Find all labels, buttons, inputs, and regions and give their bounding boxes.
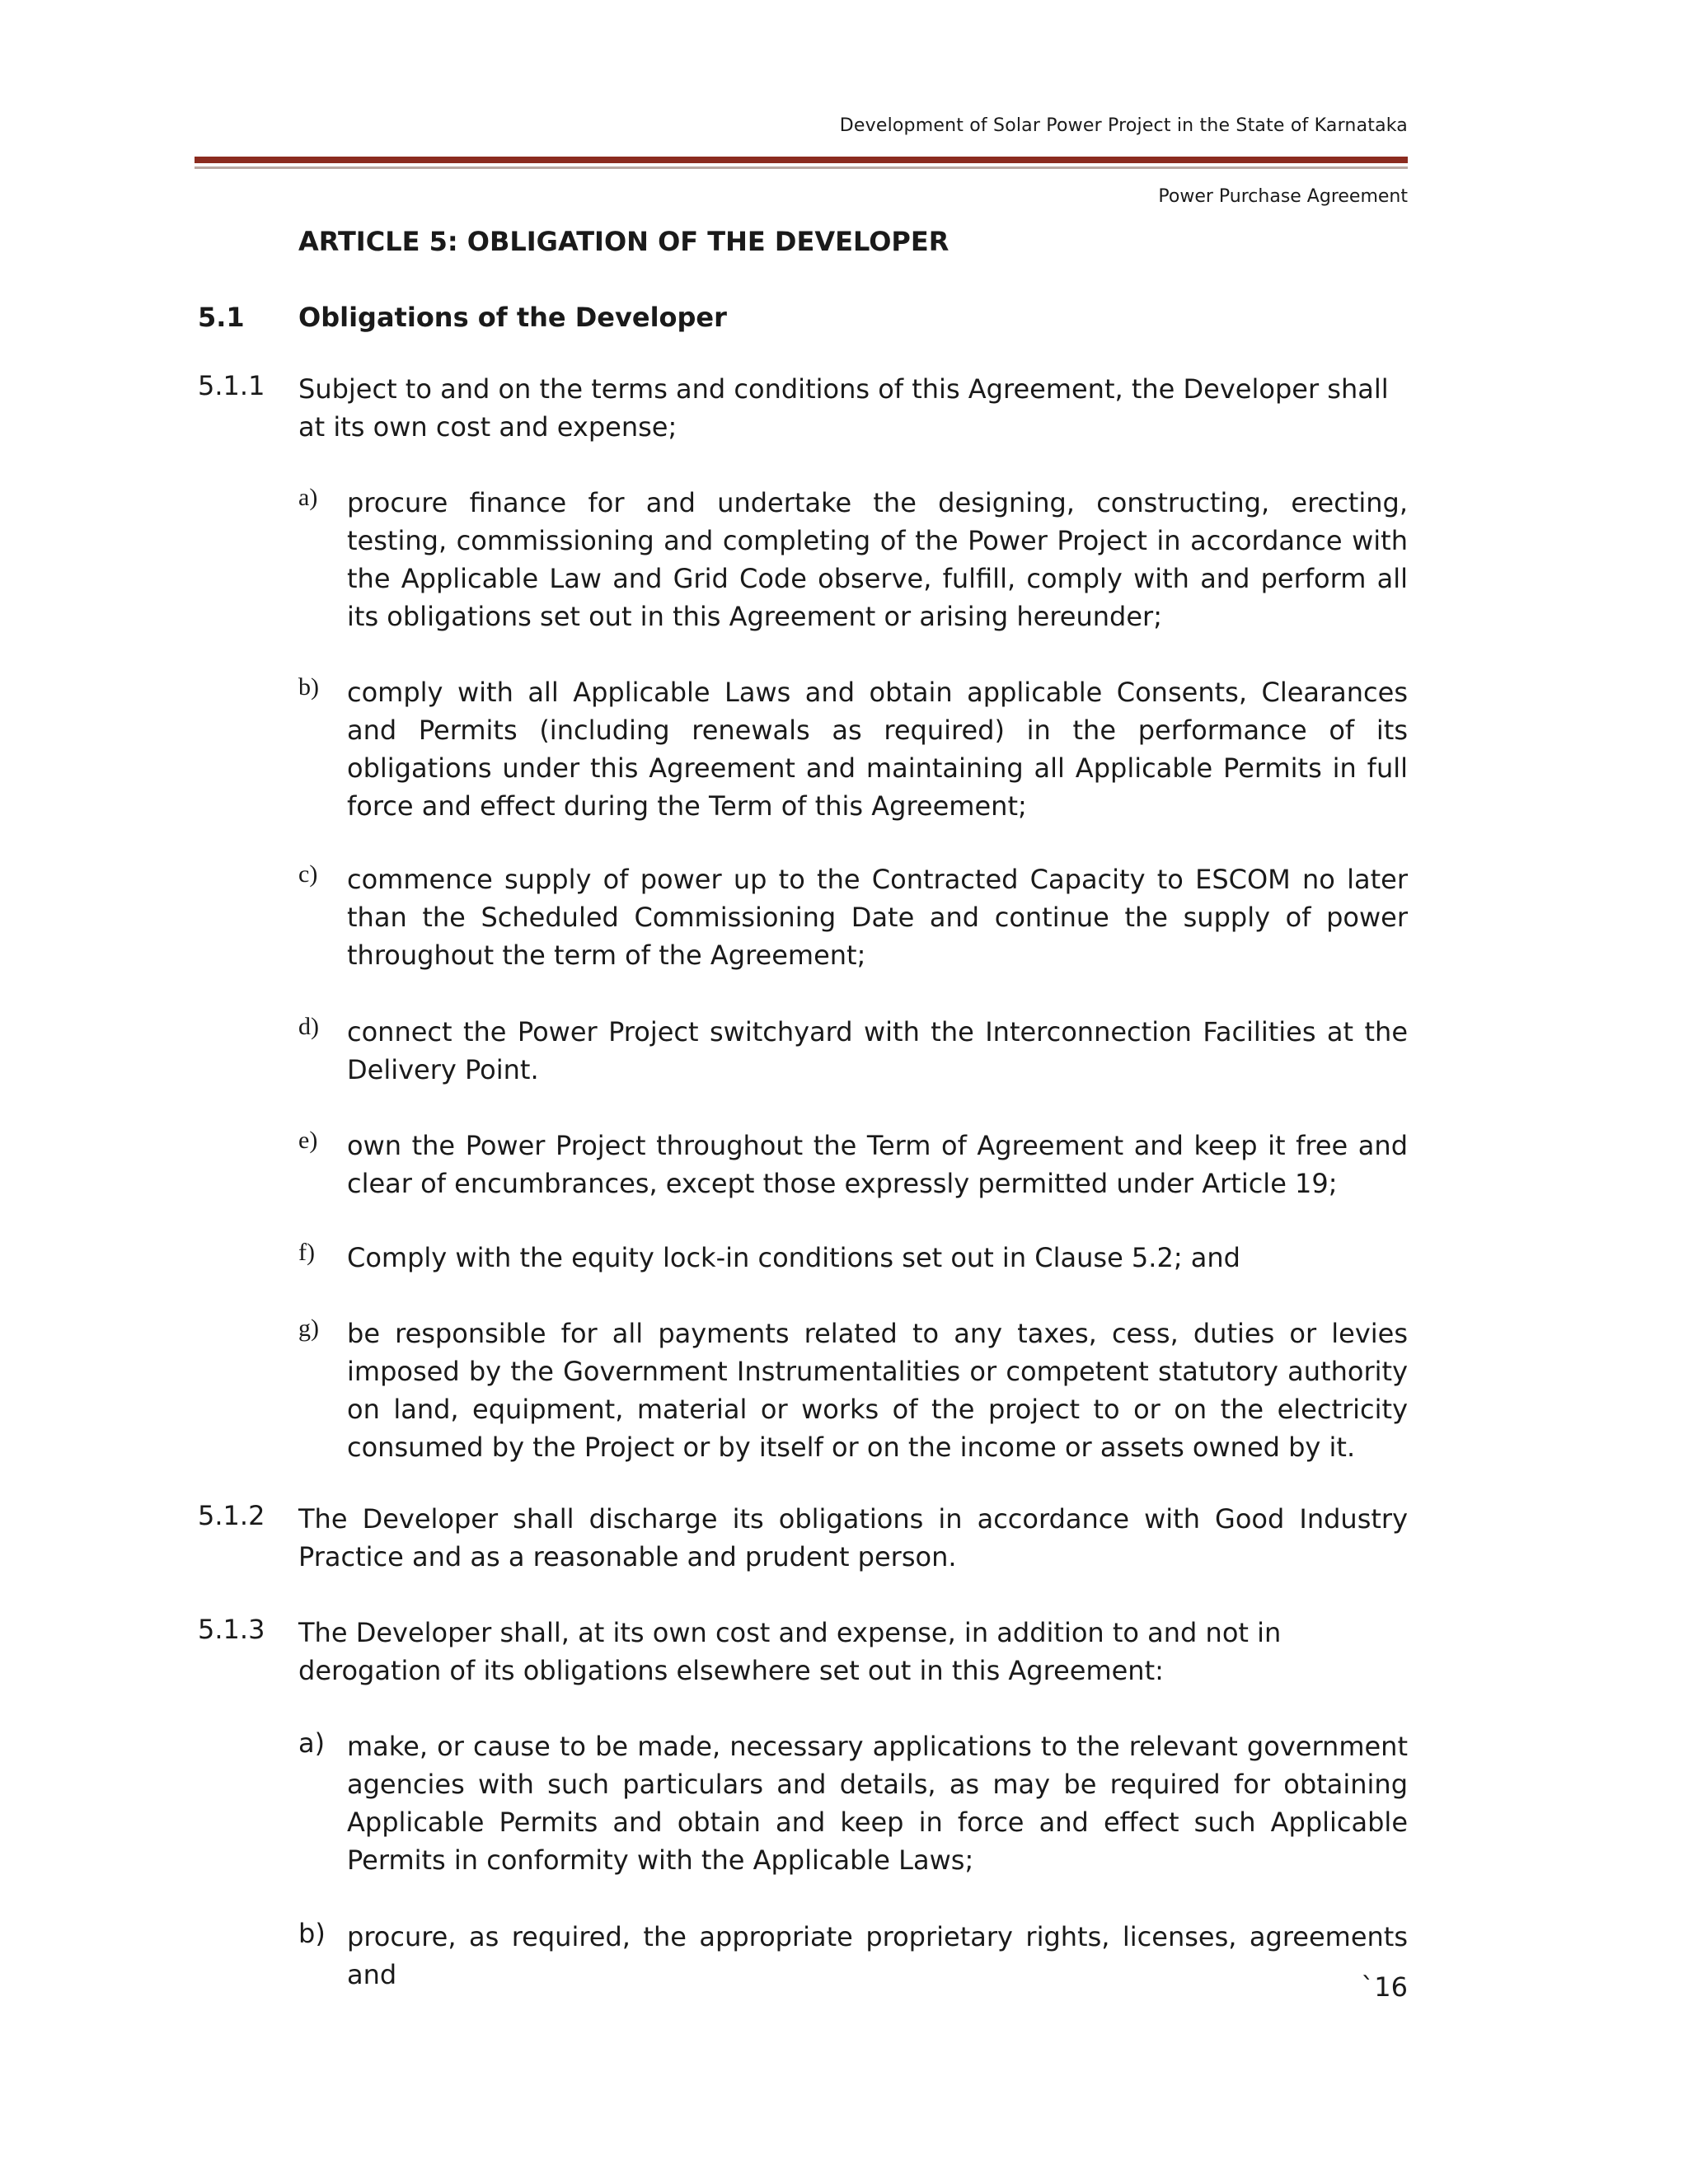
item-label: a) bbox=[298, 1727, 326, 1759]
item-text: procure finance for and undertake the designing, constructing, erecting, testing, commissioning and completing of the Power Project in accordance with the Applicable Law and Grid Code observe, fulfill, comply with and perform all its obligations set out in this Agreement or arising hereunder; bbox=[347, 487, 1408, 632]
item-text: procure, as required, the appropriate proprietary rights, licenses, agreements and bbox=[347, 1921, 1408, 1990]
item-text: make, or cause to be made, necessary applications to the relevant government agencies with such particulars and details, as may be required for obtaining Applicable Permits and obtain and keep in force and effect such Applicable Permits in conformity with the Applicable Laws; bbox=[347, 1731, 1408, 1876]
item-label: c) bbox=[298, 860, 318, 888]
item-label: g) bbox=[298, 1315, 319, 1342]
page-number: `16 bbox=[1361, 1971, 1408, 2003]
item-text: connect the Power Project switchyard with the Interconnection Facilities at the Delivery Point. bbox=[347, 1016, 1408, 1085]
item-text: comply with all Applicable Laws and obtain applicable Consents, Clearances and Permits (including renewals as required) in the performance of its obligations under this Agreement and maintaining all Applicable Permits in full force and effect during the Term of this Agreement; bbox=[347, 677, 1408, 822]
clause-number: 5.1.1 bbox=[198, 370, 265, 401]
item-text: Comply with the equity lock-in conditions set out in Clause 5.2; and bbox=[347, 1242, 1240, 1273]
header-rule-thick bbox=[195, 157, 1408, 163]
item-label: d) bbox=[298, 1013, 319, 1040]
clause-text: Subject to and on the terms and conditions of this Agreement, the Developer shall at its own cost and expense; bbox=[298, 373, 1389, 443]
item-label: e) bbox=[298, 1127, 318, 1154]
clause-number: 5.1.3 bbox=[198, 1614, 265, 1645]
item-text: commence supply of power up to the Contracted Capacity to ESCOM no later than the Scheduled Commissioning Date and continue the supply of power throughout the term of the Agreement; bbox=[347, 864, 1408, 971]
item-label: b) bbox=[298, 673, 319, 701]
clause-text: The Developer shall, at its own cost and expense, in addition to and not in derogation of its obligations elsewhere set out in this Agreement: bbox=[298, 1617, 1282, 1686]
header-subtitle: Power Purchase Agreement bbox=[1158, 186, 1408, 207]
article-title: ARTICLE 5: OBLIGATION OF THE DEVELOPER bbox=[298, 226, 950, 257]
item-text: own the Power Project throughout the Term of Agreement and keep it free and clear of encumbrances, except those expressly permitted under Article 19; bbox=[347, 1130, 1408, 1199]
item-text: be responsible for all payments related to any taxes, cess, duties or levies imposed by the Government Instrumentalities or competent statutory authority on land, equipment, material or works of the project to or on the electricity consumed by the Project or by itself or on the income or assets owned by it. bbox=[347, 1318, 1408, 1463]
clause-text: The Developer shall discharge its obligations in accordance with Good Industry Practice and as a reasonable and prudent person. bbox=[298, 1503, 1408, 1572]
section-title: Obligations of the Developer bbox=[298, 302, 727, 333]
clause-number: 5.1.2 bbox=[198, 1500, 265, 1531]
item-label: f) bbox=[298, 1239, 315, 1266]
item-label: a) bbox=[298, 484, 318, 511]
header-title: Development of Solar Power Project in the State of Karnataka bbox=[839, 115, 1408, 136]
section-number: 5.1 bbox=[198, 302, 245, 333]
header-rule-thin bbox=[195, 166, 1408, 169]
item-label: b) bbox=[298, 1918, 326, 1949]
